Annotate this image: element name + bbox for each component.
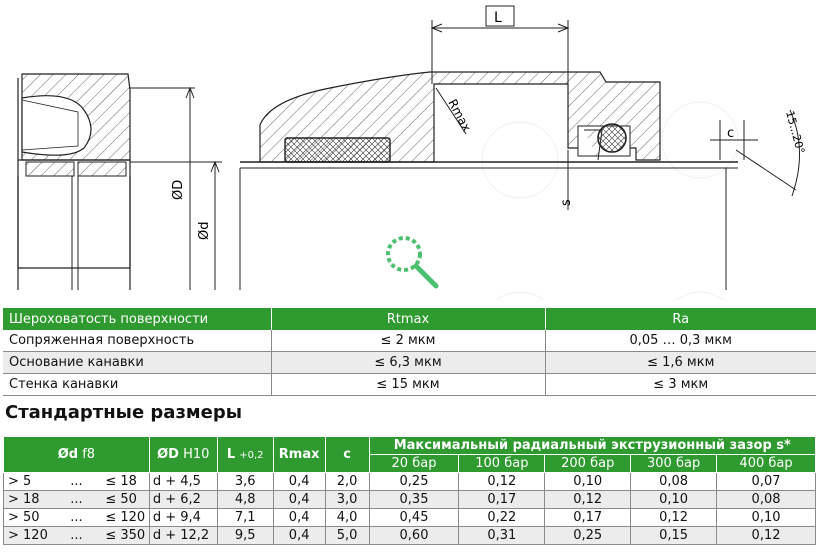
table-cell: > 50: [4, 509, 52, 527]
table-cell: 7,1: [217, 509, 273, 527]
table-row: [4, 527, 816, 545]
header-pressure: 200 бар: [545, 455, 631, 473]
table-cell: d + 12,2: [149, 527, 217, 545]
header-bore-diameter: ØD H10: [149, 437, 217, 473]
table-cell: d + 4,5: [149, 473, 217, 491]
table-cell: Сопряженная поверхность: [3, 330, 271, 352]
table-cell: 9,5: [217, 527, 273, 545]
header-pressure: 20 бар: [369, 455, 459, 473]
inner-diameter-label: Ød: [197, 221, 212, 240]
table-row: [3, 330, 816, 352]
table-cell: ...: [51, 527, 101, 545]
table-row: [3, 352, 816, 374]
table-cell: ≤ 50: [101, 491, 149, 509]
table-cell: > 120: [4, 527, 52, 545]
table-cell: 0,25: [545, 527, 631, 545]
table-cell: ...: [51, 509, 101, 527]
table-cell: ≤ 350: [101, 527, 149, 545]
table-cell: 0,4: [273, 473, 325, 491]
table-cell: 0,08: [631, 473, 717, 491]
table-row: [4, 491, 816, 509]
table-cell: ...: [51, 473, 101, 491]
gap-label: s: [559, 199, 574, 206]
table-cell: 0,12: [459, 473, 545, 491]
table-cell: > 18: [4, 491, 52, 509]
header-length: L +0,2: [217, 437, 273, 473]
table-cell: ≤ 15 мкм: [271, 374, 545, 396]
table-cell: 0,4: [273, 527, 325, 545]
header-cell: Rtmax: [271, 308, 545, 330]
table-cell: 0,05 … 0,3 мкм: [545, 330, 816, 352]
table-cell: > 5: [4, 473, 52, 491]
table-row: [4, 473, 816, 491]
table-cell: 4,0: [325, 509, 369, 527]
section-title: Стандартные размеры: [5, 402, 242, 423]
table-cell: 3,6: [217, 473, 273, 491]
table-cell: 0,10: [545, 473, 631, 491]
length-label: L: [494, 10, 502, 26]
radius-label: Rmax: [445, 96, 474, 134]
table-cell: 0,31: [459, 527, 545, 545]
angle-label: 15...20°: [783, 109, 808, 156]
table-cell: Стенка канавки: [3, 374, 271, 396]
table-cell: 0,60: [369, 527, 459, 545]
table-cell: 0,10: [631, 491, 717, 509]
outer-diameter-label: ØD: [171, 179, 186, 200]
table-cell: ≤ 18: [101, 473, 149, 491]
table-cell: ...: [51, 491, 101, 509]
table-cell: 0,22: [459, 509, 545, 527]
table-cell: 0,08: [717, 491, 816, 509]
table-cell: 5,0: [325, 527, 369, 545]
table-cell: 4,8: [217, 491, 273, 509]
seal-cross-section: [18, 74, 130, 290]
table-cell: 0,12: [545, 491, 631, 509]
table-header-row: [3, 308, 816, 330]
table-cell: 0,45: [369, 509, 459, 527]
header-rmax: Rmax: [273, 437, 325, 473]
table-cell: ≤ 1,6 мкм: [545, 352, 816, 374]
table-header-row: [4, 437, 816, 455]
zoom-icon[interactable]: [378, 228, 444, 294]
table-cell: ≤ 6,3 мкм: [271, 352, 545, 374]
table-cell: ≤ 120: [101, 509, 149, 527]
table-cell: d + 6,2: [149, 491, 217, 509]
table-cell: 0,25: [369, 473, 459, 491]
table-cell: 0,12: [631, 509, 717, 527]
table-cell: 0,10: [717, 509, 816, 527]
header-gap: Максимальный радиальный экструзионный зазор s*: [369, 437, 815, 455]
table-cell: d + 9,4: [149, 509, 217, 527]
surface-roughness-table: [3, 308, 816, 396]
table-row: [4, 509, 816, 527]
table-cell: 0,07: [717, 473, 816, 491]
housing-groove-drawing: [240, 72, 796, 290]
table-row: [3, 374, 816, 396]
header-cell: Ra: [545, 308, 816, 330]
table-cell: 0,4: [273, 491, 325, 509]
table-cell: 0,15: [631, 527, 717, 545]
table-cell: 0,17: [545, 509, 631, 527]
table-cell: 0,35: [369, 491, 459, 509]
chamfer-label: c: [727, 126, 735, 141]
table-cell: 0,12: [717, 527, 816, 545]
header-pressure: 300 бар: [631, 455, 717, 473]
table-cell: 0,4: [273, 509, 325, 527]
header-pressure: 100 бар: [459, 455, 545, 473]
table-cell: ≤ 3 мкм: [545, 374, 816, 396]
header-cell: Шероховатость поверхности: [3, 308, 271, 330]
table-cell: 3,0: [325, 491, 369, 509]
table-cell: 2,0: [325, 473, 369, 491]
header-rod-diameter: Ød f8: [4, 437, 150, 473]
table-cell: 0,17: [459, 491, 545, 509]
table-cell: ≤ 2 мкм: [271, 330, 545, 352]
header-c: c: [325, 437, 369, 473]
header-pressure: 400 бар: [717, 455, 816, 473]
table-cell: Основание канавки: [3, 352, 271, 374]
standard-sizes-table: [3, 436, 816, 545]
